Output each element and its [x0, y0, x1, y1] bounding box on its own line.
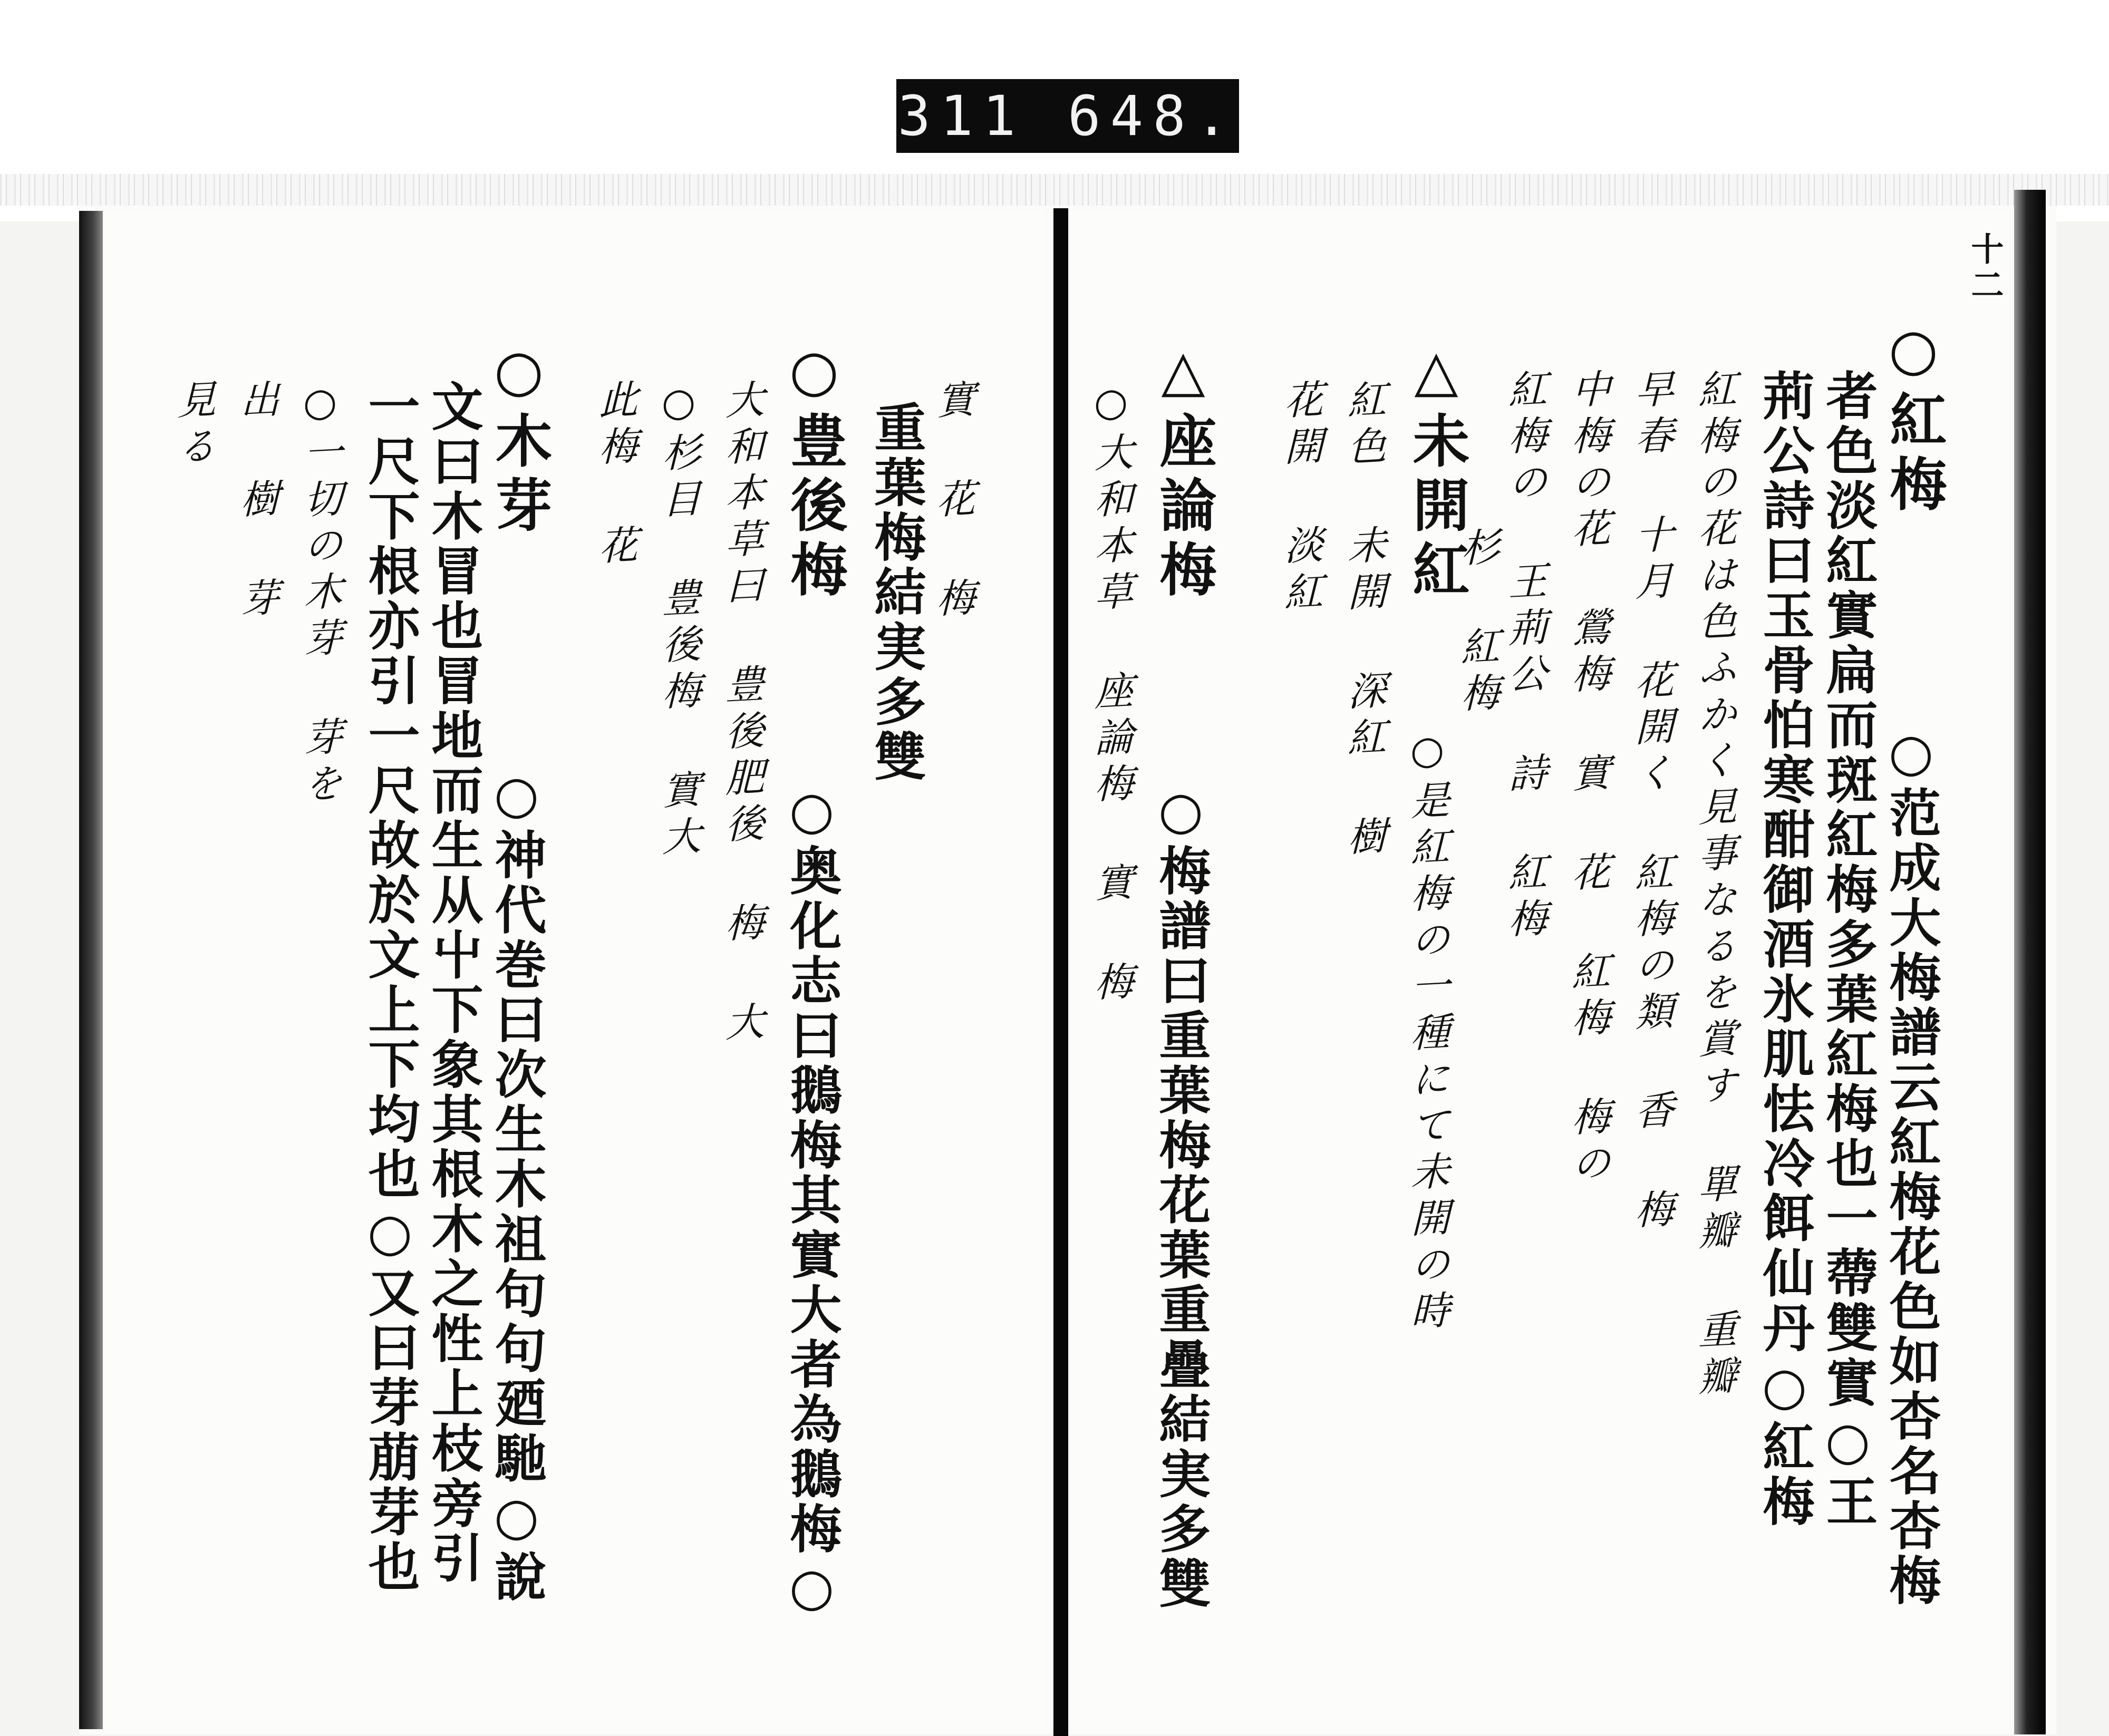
text-column: 文曰木冒也冒地而生从屮下象其根木之性上枝旁引 — [423, 380, 483, 1586]
text-column: 重葉梅結実多雙 — [866, 401, 926, 784]
text-column: 一尺下根亦引一尺故於文上下均也○又曰芽萠芽也 — [360, 380, 420, 1595]
text-column: 中梅の花 鶯梅 實 花 紅梅 梅の — [1565, 367, 1611, 1191]
text-column: 實 花 梅 — [930, 378, 975, 626]
catalog-label: 311 648. — [896, 79, 1239, 153]
page-number: 十二 — [1966, 232, 2004, 304]
text-column: 紅梅の花は色ふかく見事なるを賞す 單瓣 重瓣 — [1692, 367, 1737, 1404]
section-heading: ○豊後梅 — [781, 337, 847, 604]
text-column: ○神代巻曰次生木祖句句廼馳○說 — [486, 764, 547, 1605]
section-heading: ○木芽 — [486, 337, 552, 540]
scan-noise-strip — [0, 174, 2109, 206]
text-column: 紅色 未開 深紅 樹 — [1341, 378, 1387, 864]
section-heading: △未開紅 — [1403, 337, 1469, 604]
text-column: ○杉目 豊後梅 實大 — [656, 378, 701, 864]
text-column: ○大和本草 座論梅 實 梅 — [1088, 378, 1134, 1010]
section-heading: ○紅梅 — [1880, 316, 1947, 519]
text-column: ○一切の木芽 芽を — [297, 378, 343, 811]
text-column: 荊公詩曰玉骨怕寒酣御酒氷肌怯冷餌仙丹○紅梅 — [1754, 369, 1815, 1529]
text-column: 者色淡紅實扁而斑紅梅多葉紅梅也一蔕雙實○王 — [1817, 369, 1878, 1529]
book-gutter — [1053, 208, 1068, 1736]
text-column: 見る — [171, 378, 216, 474]
text-column: 此梅 花 — [593, 378, 638, 573]
text-column: ○梅譜曰重葉梅花葉重疊結実多雙 — [1150, 780, 1211, 1612]
left-book-edge — [79, 211, 103, 1729]
text-column: 杉 紅梅 — [1455, 526, 1500, 721]
section-heading: △座論梅 — [1150, 337, 1216, 604]
text-column: ○是紅梅の一種にて未開の時 — [1405, 726, 1450, 1339]
text-column: ○范成大梅譜云紅梅花色如杏名杏梅 — [1881, 722, 1941, 1608]
right-book-edge — [2014, 190, 2046, 1734]
text-column: 出 樹 芽 — [234, 378, 279, 626]
text-column: 紅梅の 王荊公 詩 紅梅 — [1502, 367, 1547, 946]
text-column: 大和本草曰 豊後肥後 梅 大 — [719, 378, 765, 1050]
text-column: 早春 十月 花開く 紅梅の類 香 梅 — [1629, 367, 1674, 1237]
text-column: ○奥化志曰鵝梅其實大者為鵝梅○ — [781, 780, 842, 1621]
text-column: 花開 淡紅 — [1278, 378, 1323, 619]
